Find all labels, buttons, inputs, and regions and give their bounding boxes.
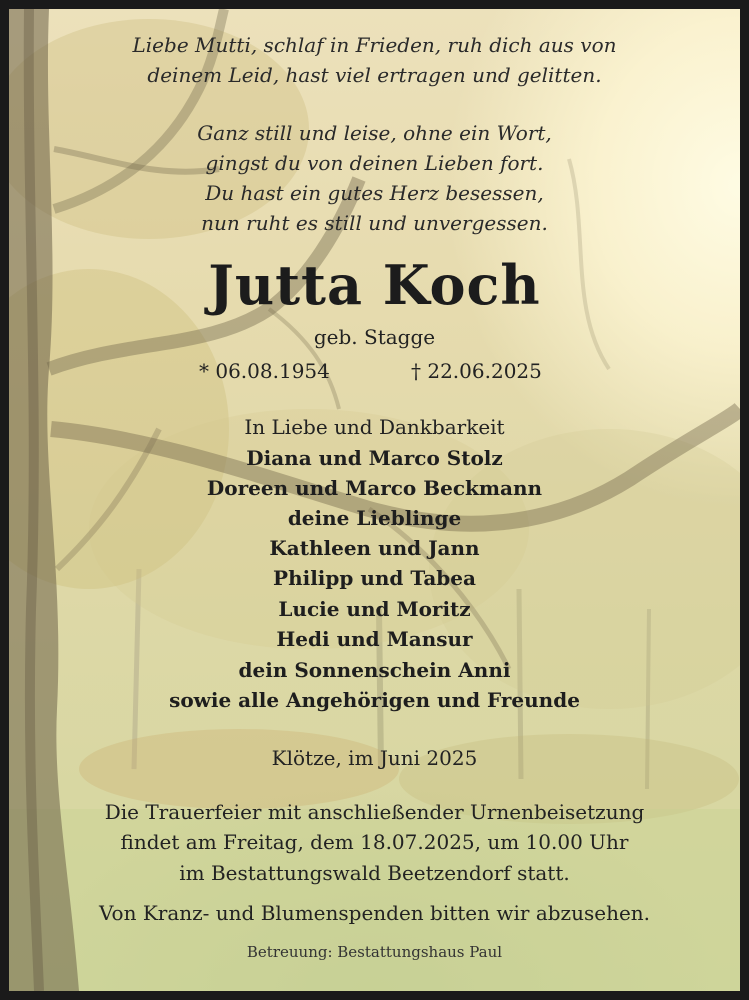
verse-line: Ganz still und leise, ohne ein Wort, [197, 121, 552, 145]
mourner-line: sowie alle Angehörigen und Freunde [169, 688, 580, 712]
verse-line: Du hast ein gutes Herz besessen, [205, 181, 544, 205]
mourner-line: Lucie und Moritz [278, 597, 471, 621]
place-date: Klötze, im Juni 2025 [271, 746, 478, 770]
mourner-line: Diana und Marco Stolz [246, 446, 503, 470]
verse-line: nun ruht es still und unvergessen. [201, 211, 548, 235]
mourner-line: Doreen und Marco Beckmann [206, 476, 543, 500]
ceremony-line: findet am Freitag, dem 18.07.2025, um 10.00 Uhr [120, 830, 629, 854]
birth-name: geb. Stagge [313, 325, 436, 349]
death-date: † 22.06.2025 [411, 359, 542, 383]
mourner-line: Hedi und Mansur [276, 627, 473, 651]
obituary-notice [9, 9, 740, 991]
mourner-line: Philipp und Tabea [273, 566, 476, 590]
mourner-line: deine Lieblinge [287, 506, 462, 530]
funeral-home-credit: Betreuung: Bestattungshaus Paul [246, 943, 503, 961]
mourner-line: Kathleen und Jann [269, 536, 480, 560]
ceremony-line: Die Trauerfeier mit anschließender Urnenbeisetzung [104, 800, 645, 824]
ceremony-line: im Bestattungswald Beetzendorf statt. [179, 861, 570, 885]
mourners-intro: In Liebe und Dankbarkeit [244, 415, 505, 439]
flowers-note: Von Kranz- und Blumenspenden bitten wir abzusehen. [98, 901, 651, 925]
verse-line: gingst du von deinen Lieben fort. [205, 151, 544, 175]
verse-line: Liebe Mutti, schlaf in Frieden, ruh dich aus von [132, 33, 617, 57]
verse-line: deinem Leid, hast viel ertragen und gelitten. [147, 63, 602, 87]
deceased-name: Jutta Koch [208, 253, 541, 317]
mourner-line: dein Sonnenschein Anni [238, 658, 511, 682]
birth-date: * 06.08.1954 [199, 359, 330, 383]
